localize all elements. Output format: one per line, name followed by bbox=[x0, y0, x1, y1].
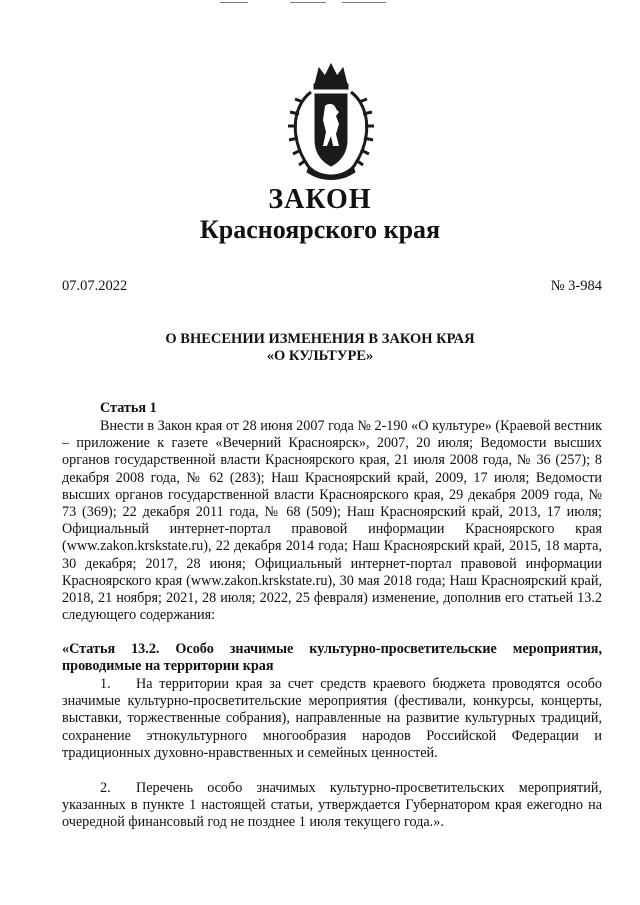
doc-heading-line2: «О КУЛЬТУРЕ» bbox=[266, 348, 374, 364]
list-item bbox=[62, 676, 602, 762]
article-quoted-title: «Статья 13.2. Особо значимые культурно-просветительские мероприятия, проводимые на территории края bbox=[62, 641, 602, 675]
list-item bbox=[62, 780, 602, 832]
item-text: Перечень особо значимых культурно-просветительских мероприятий, указанных в пункте 1 настоящей статьи, утверждается Губернатором края ежегодно на очередной финансовый год не позднее 1 июля текущего года.». bbox=[62, 780, 602, 831]
law-title: ЗАКОН bbox=[268, 184, 372, 215]
article-title: Статья 1 bbox=[100, 400, 157, 416]
item-number: 1. bbox=[100, 676, 111, 692]
item-text: На территории края за счет средств краевого бюджета проводятся особо значимые культурно-просветительские мероприятия (фестивали, конкурсы, концерты, выставки, торжественные собрания), направленные на развитие культурных традиций, сохранение этнокультурного многообразия народов Российской Федерации и традиционных духовно-нравственных и семейных ценностей. bbox=[62, 676, 602, 761]
coat-of-arms-icon bbox=[281, 62, 381, 184]
scan-marks bbox=[220, 0, 420, 6]
law-number: № 3-984 bbox=[550, 278, 602, 294]
law-date: 07.07.2022 bbox=[62, 278, 128, 294]
doc-heading-line1: О ВНЕСЕНИИ ИЗМЕНЕНИЯ В ЗАКОН КРАЯ bbox=[165, 331, 475, 347]
article-intro: Внести в Закон края от 28 июня 2007 года № 2-190 «О культуре» (Краевой вестник – приложение к газете «Вечерний Красноярск», 2007, 20 июля; Ведомости высших органов государственной власти Красноярского края, 21 июля 2008 года, № 36 (257); 8 декабря 2008 года, № 62 (283); Наш Красноярский край, 2009, 17 июля; Ведомости высших органов государственной власти Красноярского края, 29 декабря 2009 года, № 73 (369); 22 декабря 2011 года, № 68 (509); Наш Красноярский край, 2013, 17 июля; Официальный интернет-портал правовой информации Красноярского края (www.zakon.krskstate.ru), 22 декабря 2014 года; Наш Красноярский край, 2015, 18 марта, 30 декабря; 2017, 28 июня; Официальный интернет-портал правовой информации Красноярского края (www.zakon.krskstate.ru), 30 мая 2018 года; Наш Красноярский край, 2018, 21 ноября; 2021, 28 июля; 2022, 25 февраля) изменение, дополнив его статьей 13.2 следующего содержания: bbox=[62, 418, 602, 624]
item-number: 2. bbox=[100, 780, 111, 796]
law-subtitle: Красноярского края bbox=[199, 215, 441, 244]
